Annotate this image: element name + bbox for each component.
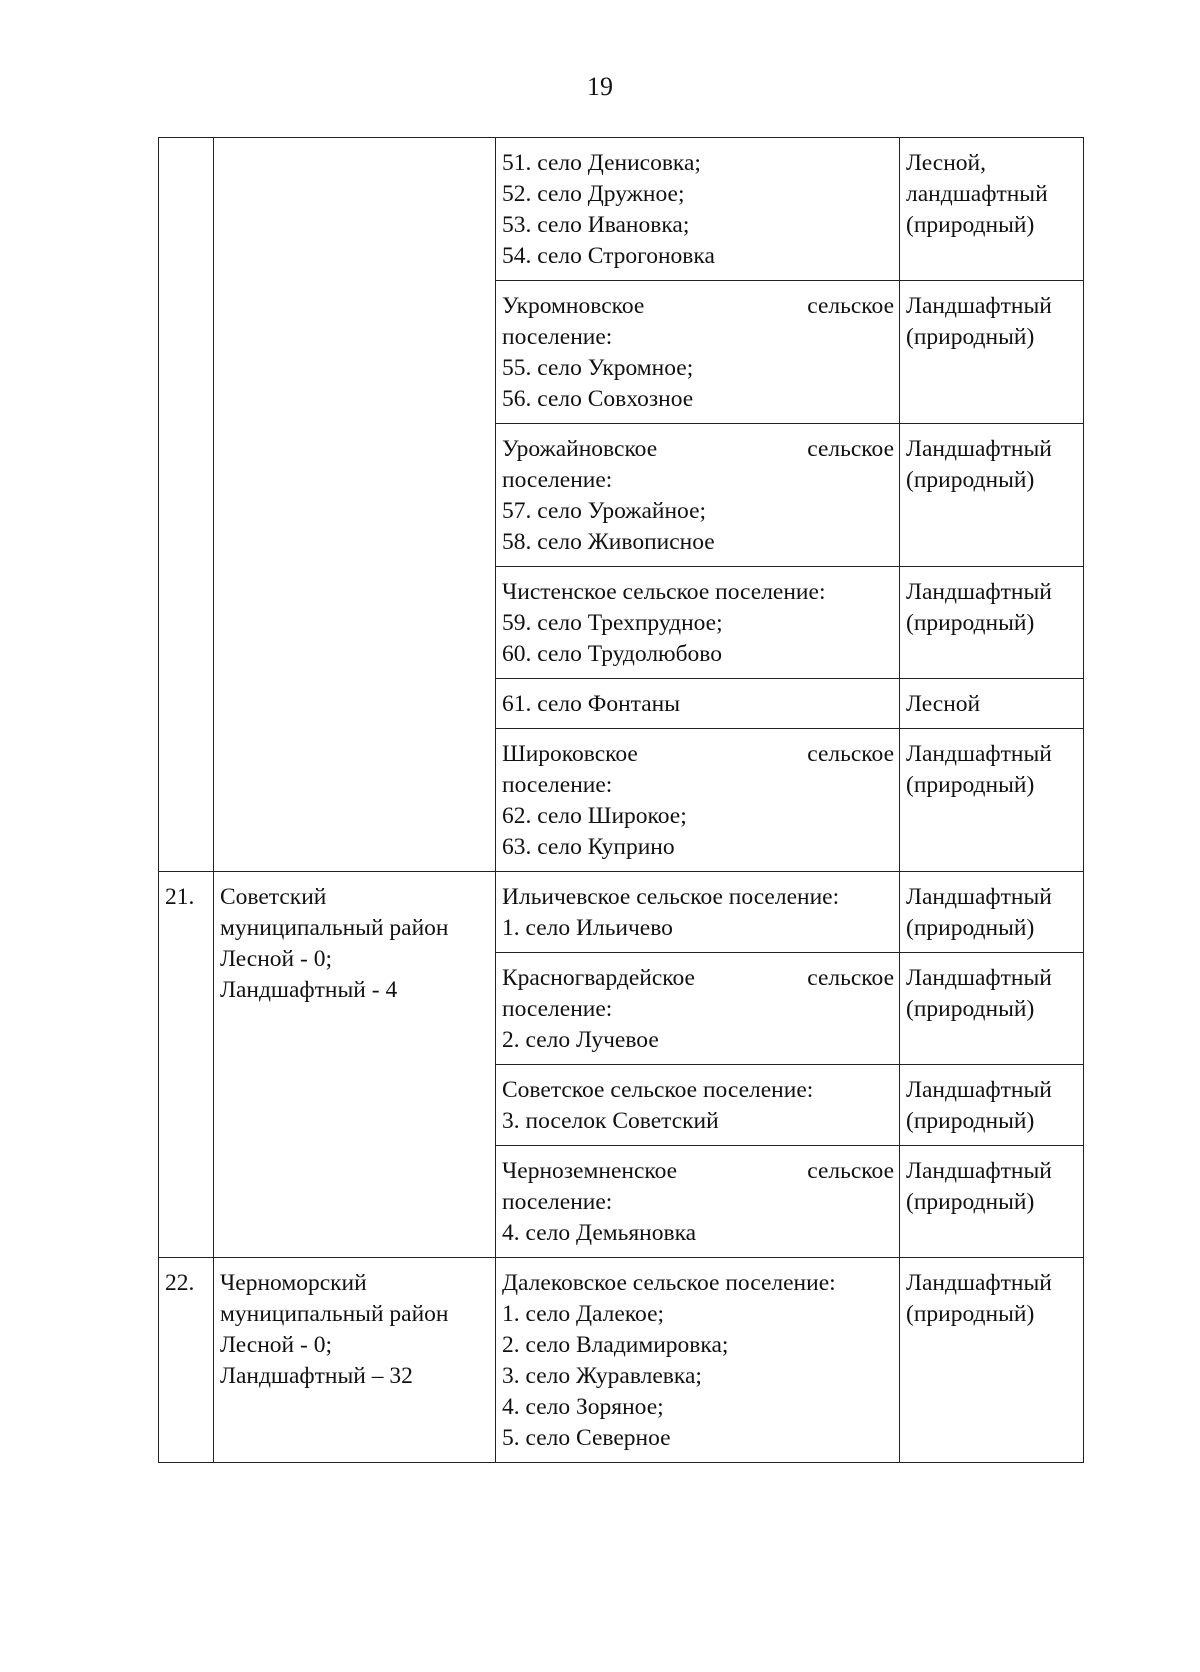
- settlement-header-word: сельское: [807, 741, 894, 767]
- settlement-line: 1. село Далекое;: [502, 1301, 665, 1327]
- type-line: (природный): [906, 467, 1035, 493]
- settlement-cell: [496, 1065, 900, 1146]
- settlement-header-word: Черноземненское: [502, 1158, 678, 1184]
- table-body: [159, 138, 1084, 1463]
- settlement-header-word: сельское: [807, 293, 894, 319]
- settlement-line: 2. село Лучевое: [502, 1027, 659, 1053]
- settlement-line: 62. село Широкое;: [502, 803, 687, 829]
- settlement-line: 51. село Денисовка;: [502, 150, 701, 176]
- type-line: (природный): [906, 915, 1035, 941]
- type-line: Ландшафтный: [906, 1158, 1052, 1184]
- settlement-header-word: Укромновское: [502, 293, 645, 319]
- type-line: Ландшафтный: [906, 579, 1052, 605]
- type-cell: [900, 281, 1084, 424]
- settlement-line: 57. село Урожайное;: [502, 498, 707, 524]
- type-cell: [900, 138, 1084, 281]
- settlement-header-word: сельское: [807, 436, 894, 462]
- type-line: (природный): [906, 1108, 1035, 1134]
- type-line: Ландшафтный: [906, 884, 1052, 910]
- district-line: Черноморский: [220, 1270, 367, 1296]
- table-row: [159, 1258, 1084, 1463]
- type-cell: [900, 424, 1084, 567]
- type-cell: [900, 1258, 1084, 1463]
- type-line: Ландшафтный: [906, 741, 1052, 767]
- settlement-cell: [496, 1258, 900, 1463]
- settlement-line: 55. село Укромное;: [502, 355, 694, 381]
- settlement-line: Далековское сельское поселение:: [502, 1270, 836, 1296]
- page-number: 19: [587, 72, 613, 101]
- settlement-line: 5. село Северное: [502, 1425, 671, 1451]
- settlement-line: поселение:: [502, 324, 613, 350]
- settlement-cell: [496, 729, 900, 872]
- type-cell: [900, 729, 1084, 872]
- settlement-line: Чистенское сельское поселение:: [502, 579, 826, 605]
- settlement-header-word: Широковское: [502, 741, 638, 767]
- district-cell: [214, 138, 496, 872]
- type-cell: [900, 1146, 1084, 1258]
- settlement-header: [502, 739, 894, 770]
- settlement-line: 63. село Куприно: [502, 834, 675, 860]
- settlement-line: 58. село Живописное: [502, 529, 715, 555]
- table-row: [159, 138, 1084, 281]
- settlement-line: 52. село Дружное;: [502, 181, 685, 207]
- district-line: Ландшафтный – 32: [220, 1363, 413, 1389]
- settlement-line: поселение:: [502, 1189, 613, 1215]
- settlement-header-word: сельское: [807, 1158, 894, 1184]
- district-line: муниципальный район: [220, 915, 449, 941]
- type-line: Лесной,: [906, 150, 987, 176]
- type-cell: [900, 872, 1084, 953]
- row-number-cell: [159, 872, 214, 1258]
- type-line: Ландшафтный: [906, 965, 1052, 991]
- district-line: Советский: [220, 884, 327, 910]
- type-line: (природный): [906, 772, 1035, 798]
- settlement-cell: [496, 1146, 900, 1258]
- settlement-line: 2. село Владимировка;: [502, 1332, 729, 1358]
- settlement-line: 59. село Трехпрудное;: [502, 610, 723, 636]
- settlement-header-word: Урожайновское: [502, 436, 658, 462]
- type-cell: [900, 1065, 1084, 1146]
- type-cell: [900, 679, 1084, 729]
- row-number: 21.: [165, 884, 195, 910]
- type-line: (природный): [906, 212, 1035, 238]
- type-line: Ландшафтный: [906, 1077, 1052, 1103]
- settlement-line: поселение:: [502, 772, 613, 798]
- settlement-line: 3. поселок Советский: [502, 1108, 719, 1134]
- district-line: муниципальный район: [220, 1301, 449, 1327]
- settlement-header-word: Красногвардейское: [502, 965, 695, 991]
- district-line: Лесной - 0;: [220, 946, 332, 972]
- settlement-line: 53. село Ивановка;: [502, 212, 690, 238]
- district-cell: [214, 872, 496, 1258]
- settlement-header-word: сельское: [807, 965, 894, 991]
- settlement-cell: [496, 424, 900, 567]
- settlement-line: 61. село Фонтаны: [502, 691, 680, 717]
- settlement-header: [502, 963, 894, 994]
- settlement-header: [502, 1156, 894, 1187]
- type-line: ландшафтный: [906, 181, 1048, 207]
- settlement-cell: [496, 138, 900, 281]
- settlements-table: [158, 137, 1084, 1463]
- type-line: Ландшафтный: [906, 436, 1052, 462]
- type-line: Лесной: [906, 691, 981, 717]
- settlement-line: 60. село Трудолюбово: [502, 641, 722, 667]
- settlement-line: Советское сельское поселение:: [502, 1077, 814, 1103]
- settlement-cell: [496, 567, 900, 679]
- row-number-cell: [159, 138, 214, 872]
- settlement-header: [502, 291, 894, 322]
- settlement-line: 1. село Ильичево: [502, 915, 673, 941]
- type-line: (природный): [906, 324, 1035, 350]
- settlement-cell: [496, 953, 900, 1065]
- district-line: Ландшафтный - 4: [220, 977, 398, 1003]
- settlement-cell: [496, 281, 900, 424]
- settlement-line: 56. село Совхозное: [502, 386, 694, 412]
- district-cell: [214, 1258, 496, 1463]
- type-cell: [900, 567, 1084, 679]
- settlement-line: поселение:: [502, 996, 613, 1022]
- settlement-cell: [496, 872, 900, 953]
- type-line: (природный): [906, 1189, 1035, 1215]
- settlement-line: Ильичевское сельское поселение:: [502, 884, 840, 910]
- type-line: Ландшафтный: [906, 293, 1052, 319]
- row-number: 22.: [165, 1270, 195, 1296]
- settlement-line: 54. село Строгоновка: [502, 243, 715, 269]
- type-line: (природный): [906, 1301, 1035, 1327]
- type-line: (природный): [906, 610, 1035, 636]
- type-line: (природный): [906, 996, 1035, 1022]
- settlement-line: поселение:: [502, 467, 613, 493]
- district-line: Лесной - 0;: [220, 1332, 332, 1358]
- type-line: Ландшафтный: [906, 1270, 1052, 1296]
- settlement-line: 4. село Демьяновка: [502, 1220, 697, 1246]
- settlement-header: [502, 434, 894, 465]
- settlement-line: 3. село Журавлевка;: [502, 1363, 702, 1389]
- row-number-cell: [159, 1258, 214, 1463]
- table-row: [159, 872, 1084, 953]
- settlement-line: 4. село Зоряное;: [502, 1394, 664, 1420]
- type-cell: [900, 953, 1084, 1065]
- settlement-cell: [496, 679, 900, 729]
